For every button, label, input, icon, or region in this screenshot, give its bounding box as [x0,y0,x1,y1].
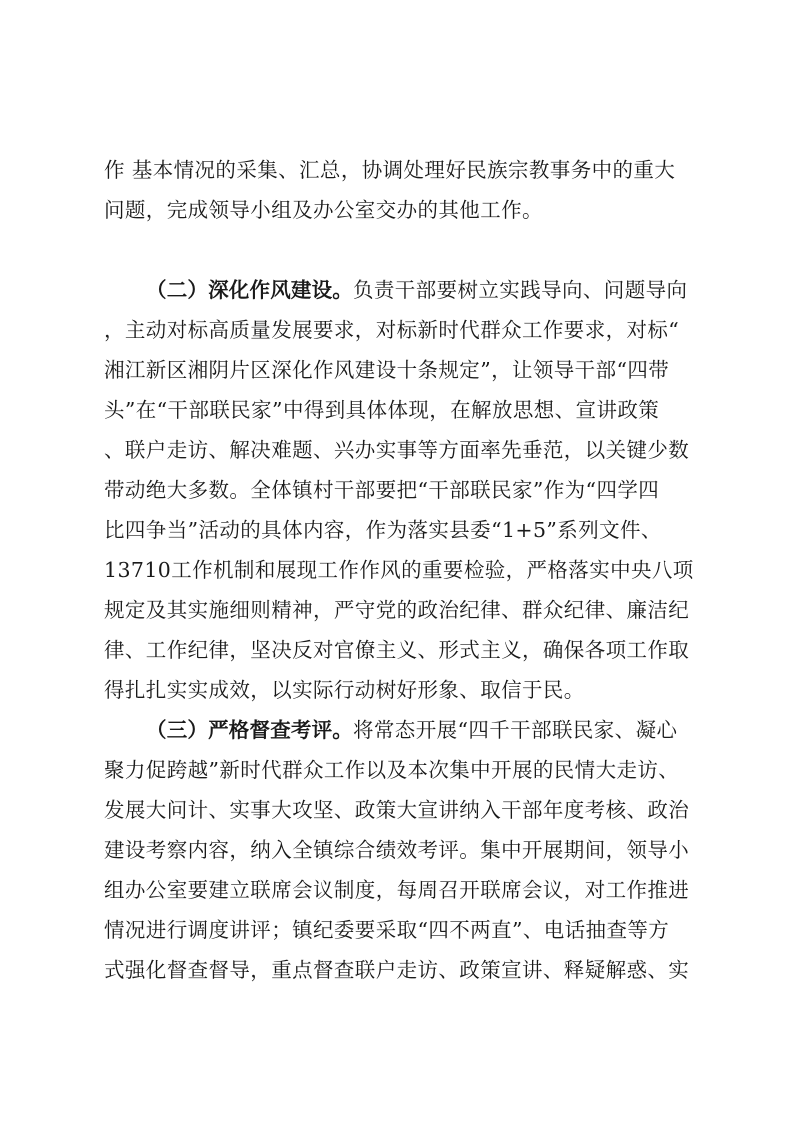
section-2-heading: （二）深化作风建设。 [146,278,353,302]
section-3-line-3: 发展大问计、实事大攻坚、政策大宣讲纳入干部年度考核、政治 [104,798,690,822]
section-2-first-line [146,278,700,302]
section-2-line-2: ，主动对标高质量发展要求，对标新时代群众工作要求，对标“ [104,318,680,342]
section-3-heading: （三）严格督查考评。 [146,718,353,742]
paragraph-1-line-2: 问题，完成领导小组及办公室交办的其他工作。 [104,198,543,222]
section-2-line-8: 13710工作机制和展现工作作风的重要检验，严格落实中央八项 [104,558,694,582]
section-3-line-5: 组办公室要建立联席会议制度，每周召开联席会议，对工作推进 [104,878,690,902]
section-3-line-6: 情况进行调度讲评；镇纪委要采取“四不两直”、电话抽查等方 [104,918,670,942]
section-2-line-7: 比四争当”活动的具体内容，作为落实县委“1+5”系列文件、 [104,518,662,542]
section-2-line-6: 带动绝大多数。全体镇村干部要把“干部联民家”作为“四学四 [104,478,660,502]
section-2-line-11: 得扎扎实实成效，以实际行动树好形象、取信于民。 [104,678,585,702]
section-3-line-4: 建设考察内容，纳入全镇综合绩效考评。集中开展期间，领导小 [104,838,690,862]
paragraph-1-line-1: 作 基本情况的采集、汇总，协调处理好民族宗教事务中的重大 [104,158,676,182]
section-2-line-4: 头”在“干部联民家”中得到具体体现，在解放思想、宣讲政策 [104,398,660,422]
section-2-line-9: 规定及其实施细则精神，严守党的政治纪律、群众纪律、廉洁纪 [104,598,690,622]
section-2-line-10: 律、工作纪律，坚决反对官僚主义、形式主义，确保各项工作取 [104,638,690,662]
section-3-line-1: 将常态开展“四千干部联民家、凝心 [353,718,678,742]
section-3-first-line [146,718,700,742]
section-3-line-7: 式强化督查督导，重点督查联户走访、政策宣讲、释疑解惑、实 [104,958,690,982]
section-2-line-1: 负责干部要树立实践导向、问题导向 [353,278,688,302]
section-2-line-3: 湘江新区湘阴片区深化作风建设十条规定”，让领导干部“四带 [104,358,670,382]
section-2-line-5: 、联户走访、解决难题、兴办实事等方面率先垂范，以关键少数 [104,438,690,462]
section-3-line-2: 聚力促跨越”新时代群众工作以及本次集中开展的民情大走访、 [104,758,680,782]
